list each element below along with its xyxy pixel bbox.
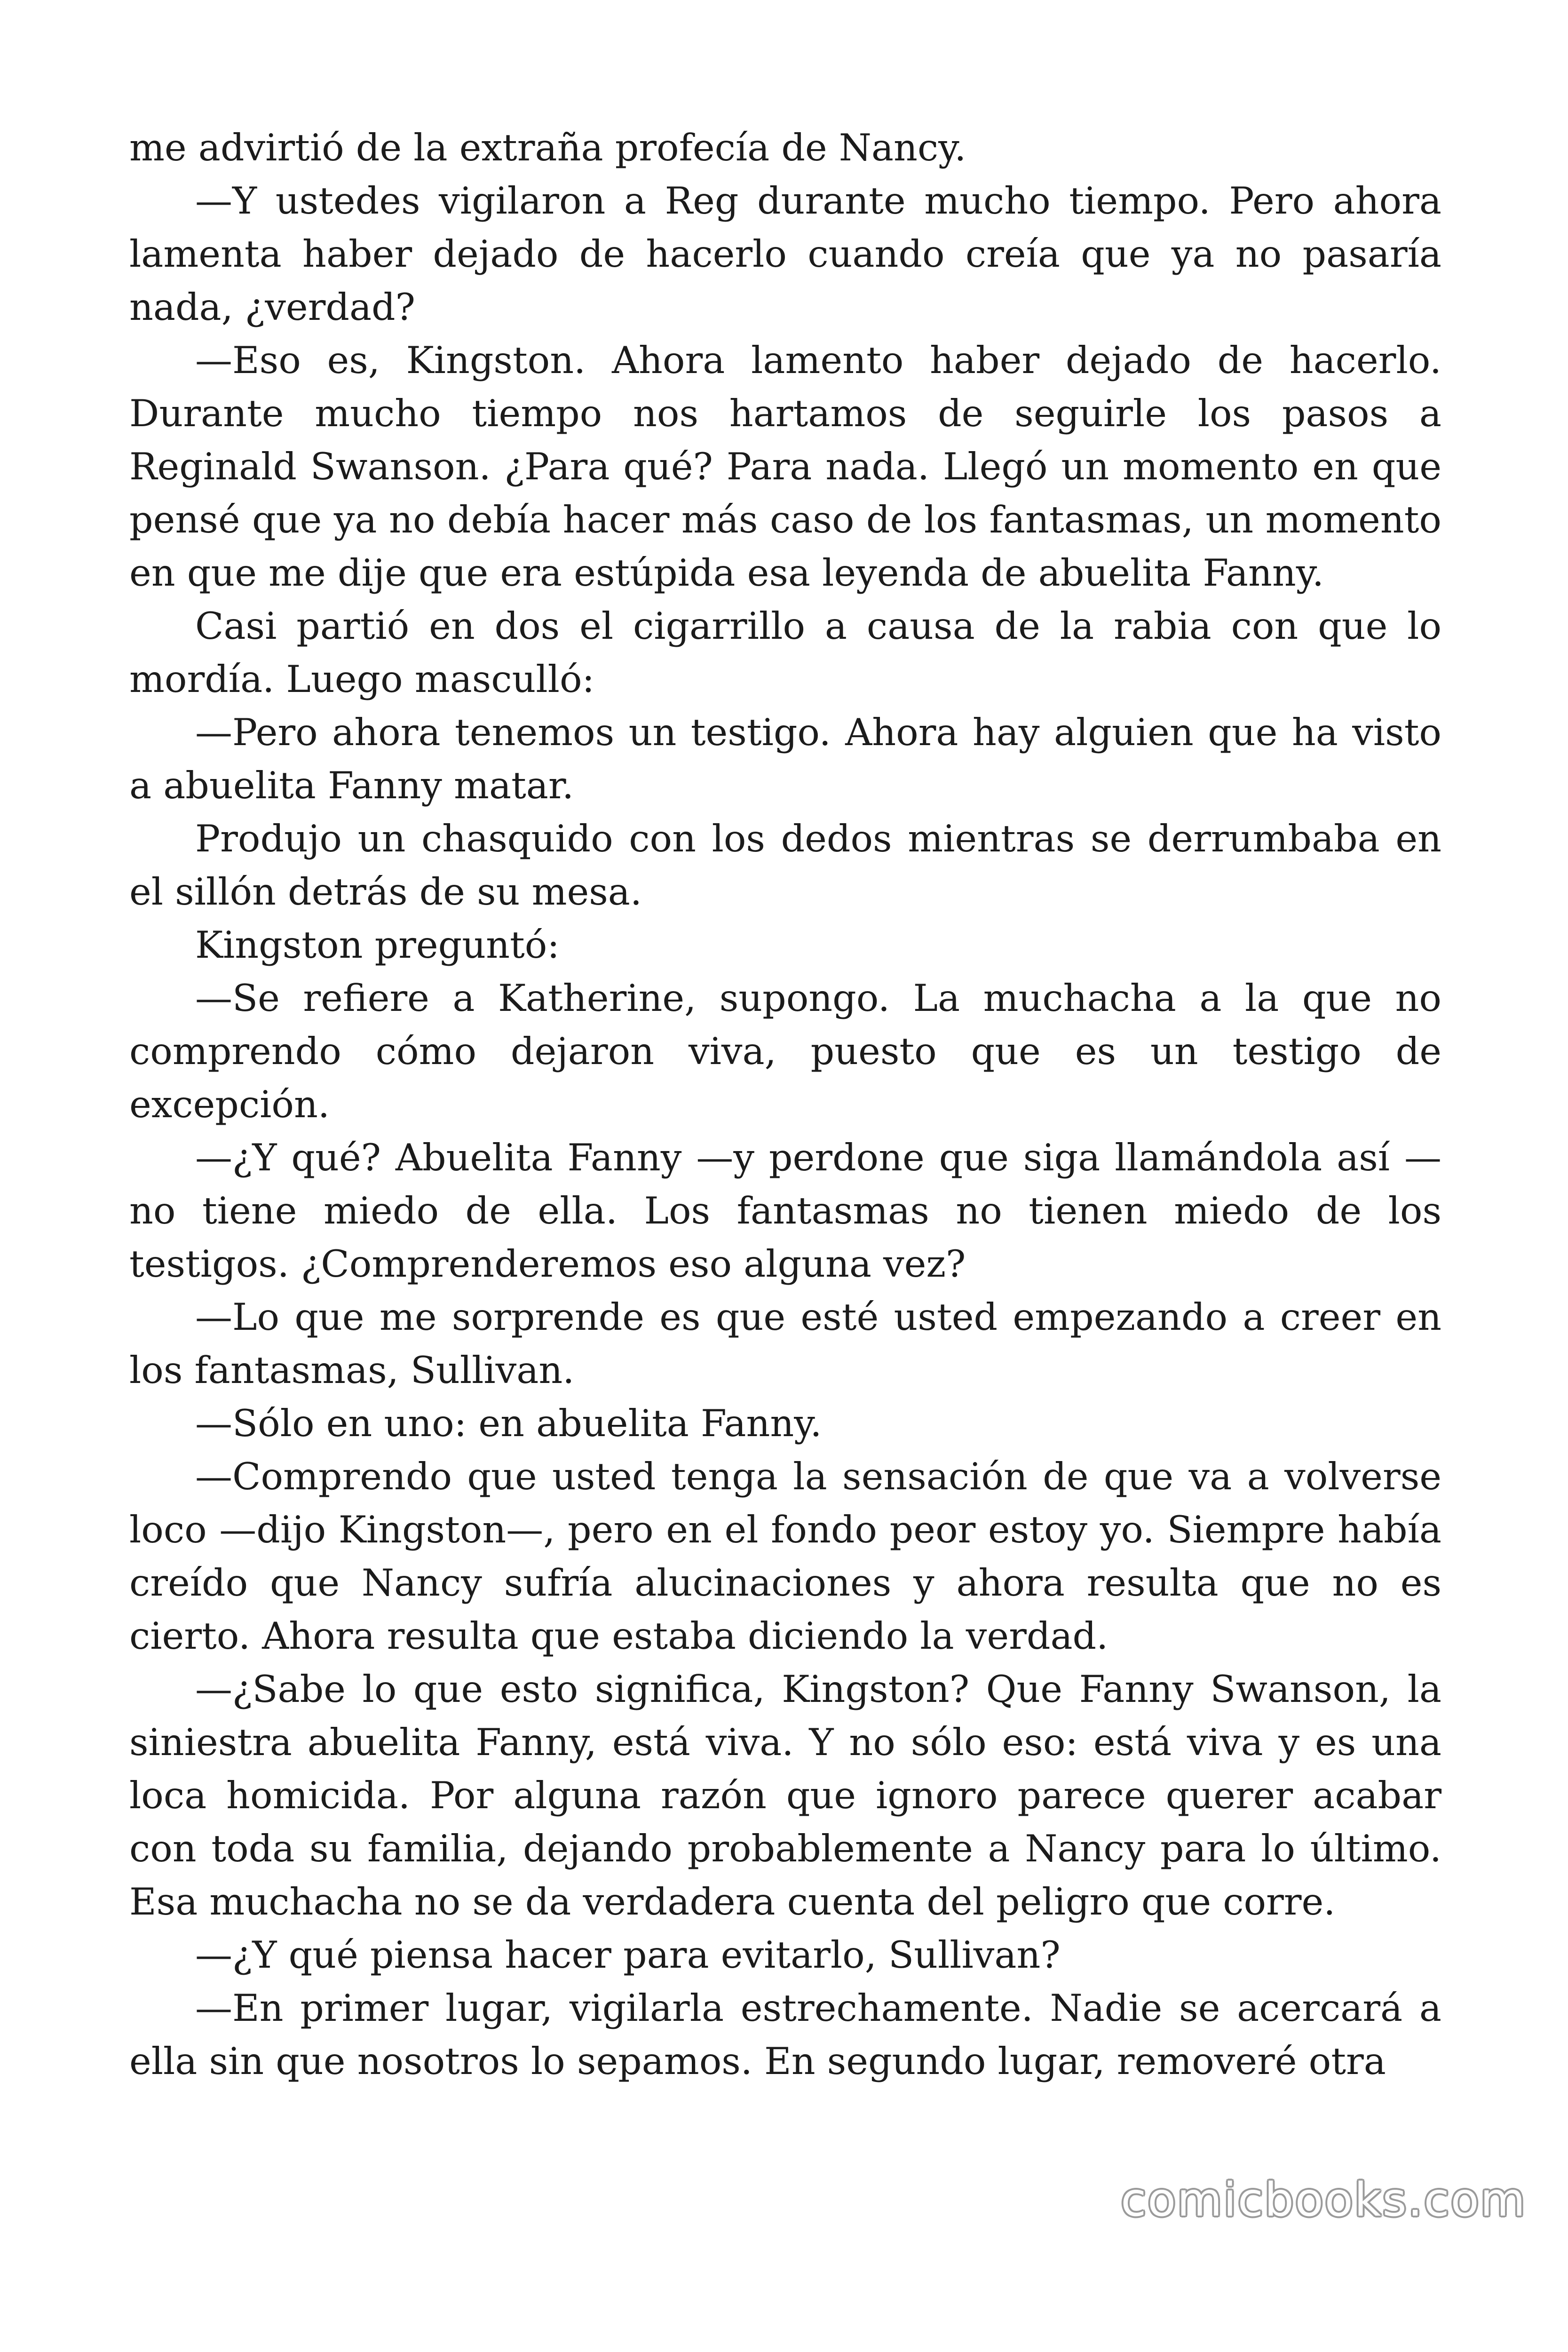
paragraph: Produjo un chasquido con los dedos mientras se derrumbaba en el sillón detrás de su mesa.	[129, 817, 1441, 914]
paragraph: —¿Sabe lo que esto significa, Kingston? Que Fanny Swanson, la siniestra abuelita Fanny, está viva. Y no sólo eso: está viva y es una loca homicida. Por alguna razón que ignoro parece querer acabar con toda su familia, dejando probablemente a Nancy para lo último. Esa muchacha no se da verdadera cuenta del peligro que corre.	[129, 1668, 1441, 1923]
paragraph: —¿Y qué piensa hacer para evitarlo, Sullivan?	[195, 1933, 1061, 1977]
paragraph: —Comprendo que usted tenga la sensación de que va a volverse loco —dijo Kingston—, pero en el fondo peor estoy yo. Siempre había creído que Nancy sufría alucinaciones y ahora resulta que no es cierto. Ahora resulta que estaba diciendo la verdad.	[129, 1455, 1441, 1658]
paragraph: Casi partió en dos el cigarrillo a causa de la rabia con que lo mordía. Luego masculló:	[129, 604, 1441, 701]
paragraph: me advirtió de la extraña profecía de Nancy.	[129, 126, 966, 169]
page-body-text	[129, 121, 1441, 2088]
paragraph: —Eso es, Kingston. Ahora lamento haber dejado de hacerlo. Durante mucho tiempo nos hartamos de seguirle los pasos a Reginald Swanson. ¿Para qué? Para nada. Llegó un momento en que pensé que ya no debía hacer más caso de los fantasmas, un momento en que me dije que era estúpida esa leyenda de abuelita Fanny.	[129, 339, 1441, 595]
paragraph: —Se refiere a Katherine, supongo. La muchacha a la que no comprendo cómo dejaron viva, puesto que es un testigo de excepción.	[129, 977, 1441, 1126]
paragraph: —Pero ahora tenemos un testigo. Ahora hay alguien que ha visto a abuelita Fanny matar.	[129, 711, 1441, 807]
paragraph: —Y ustedes vigilaron a Reg durante mucho tiempo. Pero ahora lamenta haber dejado de hacerlo cuando creía que ya no pasaría nada, ¿verdad?	[129, 179, 1441, 329]
paragraph: —Sólo en uno: en abuelita Fanny.	[195, 1402, 822, 1445]
paragraph: —Lo que me sorprende es que esté usted empezando a creer en los fantasmas, Sullivan.	[129, 1295, 1441, 1392]
paragraph: Kingston preguntó:	[195, 923, 560, 967]
paragraph: —En primer lugar, vigilarla estrechamente. Nadie se acercará a ella sin que nosotros lo sepamos. En segundo lugar, removeré otra	[129, 1986, 1441, 2083]
watermark-logo: comicbooks.com	[1121, 2173, 1527, 2227]
paragraph: —¿Y qué? Abuelita Fanny —y perdone que siga llamándola así — no tiene miedo de ella. Los fantasmas no tienen miedo de los testigos. ¿Comprenderemos eso alguna vez?	[129, 1136, 1441, 1286]
